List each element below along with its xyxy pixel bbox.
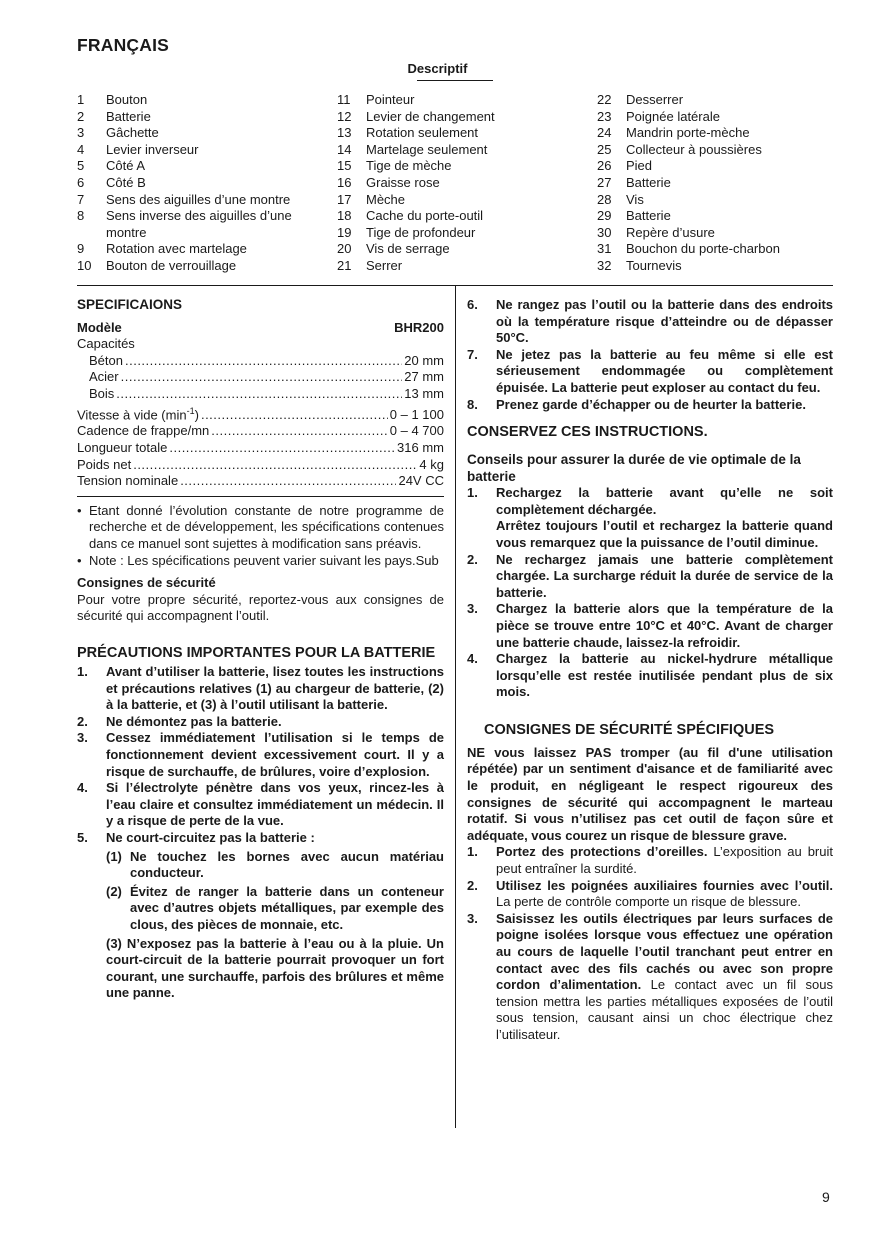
part-item: 22 Desserrer: [597, 92, 684, 107]
battery-precautions-list: [77, 664, 444, 1002]
part-item: 26 Pied: [597, 158, 653, 174]
parts-column-3: [597, 92, 837, 275]
list-item: 2. Ne rechargez jamais une batterie complètement chargée. La surcharge réduit la durée de service de la batterie.: [467, 551, 833, 600]
part-item: 4 Levier inverseur: [77, 141, 199, 157]
sub-list-item: (3) N’exposez pas la batterie à l’eau ou à la pluie. Un court-circuit de la batterie pourrait provoquer un fort courant, une surchauffe, parfois des brûlures et même une panne.: [106, 935, 444, 1001]
list-item: 1. Rechargez la batterie avant qu’elle ne soit complètement déchargée. Arrêtez toujours l’outil et rechargez la batterie quand vous remarquez que la puissance de l’outil diminue.: [467, 485, 833, 550]
part-item: 17 Mèche: [337, 191, 406, 207]
part-item: 3 Gâchette: [77, 125, 159, 141]
list-item: 1. Avant d’utiliser la batterie, lisez toutes les instructions et précautions relatives (1) au chargeur de batterie, (2) à la batterie, et (3) à l’outil utilisant la batterie.: [77, 664, 444, 713]
spec-row: Cadence de frappe/mn ..... 0 – 4 700: [77, 423, 444, 440]
spec-note: • Etant donné l’évolution constante de notre programme de recherche et de développement, les spécifications contenues dans ce manuel sont sujettes à modification sans préavis.: [77, 502, 444, 552]
part-item: 21 Serrer: [337, 257, 403, 273]
specific-safety-intro: NE vous laissez PAS tromper (au fil d'une utilisation répétée) par un sentiment d'aisance et de familiarité avec le produit, en négligeant le respect rigoureux des consignes de sécurité qui accompagnent le marteau rotatif. Si vous n’utilisez pas cet outil de façon sûre et adéquate, vous courez un risque de blessure grave.: [467, 744, 833, 843]
battery-life-title: Conseils pour assurer la durée de vie optimale de la batterie: [467, 452, 801, 485]
battery-precautions-title: PRÉCAUTIONS IMPORTANTES POUR LA BATTERIE: [77, 645, 436, 662]
spec-row: Acier ..... 27 mm: [77, 369, 444, 386]
parts-column-1: [77, 92, 317, 275]
part-item: 15 Tige de mèche: [337, 158, 452, 174]
part-item: 31 Bouchon du porte-charbon: [597, 241, 780, 257]
spec-row: Béton ..... 20 mm: [77, 353, 444, 370]
part-item: 7 Sens des aiguilles d’une montre: [77, 191, 291, 207]
part-item: 14 Martelage seulement: [337, 141, 488, 157]
part-item: 12 Levier de changement: [337, 108, 495, 124]
language-heading: FRANÇAIS: [77, 35, 170, 55]
list-item: 2. Ne démontez pas la batterie.: [77, 713, 282, 729]
part-item: 11 Pointeur: [337, 92, 415, 107]
part-item: 23 Poignée latérale: [597, 108, 720, 124]
sub-list-item: (2) Évitez de ranger la batterie dans un conteneur avec d’autres objets métalliques, par exemple des clous, des pièces de monnaie, etc.: [106, 883, 444, 932]
part-item: 24 Mandrin porte-mèche: [597, 125, 750, 141]
part-item: 10 Bouton de verrouillage: [77, 257, 237, 273]
list-item: 3. Cessez immédiatement l’utilisation si le temps de fonctionnement devient excessivement court. Il y a risque de surchauffe, de brûlures, voire d’explosion.: [77, 730, 444, 779]
spec-row: Longueur totale ..... 316 mm: [77, 440, 444, 457]
list-item: 4. Chargez la batterie au nickel-hydrure métallique lorsqu’elle est restée inutilisée pendant plus de six mois.: [467, 651, 833, 700]
list-item: 8. Prenez garde d’échapper ou de heurter la batterie.: [467, 396, 806, 412]
part-item: 1 Bouton: [77, 92, 148, 107]
part-item: 6 Côté B: [77, 174, 146, 190]
left-column: [77, 297, 444, 1002]
part-item: 16 Graisse rose: [337, 174, 440, 190]
spec-model-row: Modèle BHR200: [77, 319, 444, 335]
part-item: 27 Batterie: [597, 174, 671, 190]
descriptif-title: Descriptif: [407, 61, 468, 76]
list-item: 3. Chargez la batterie alors que la température de la pièce se trouve entre 10°C et 40°C. Avant de charger une batterie chaude, laissez-la refroidir.: [467, 601, 833, 650]
part-item: 8 Sens inverse des aiguilles d’une montre: [77, 208, 292, 240]
part-item: 32 Tournevis: [597, 257, 682, 273]
part-item: 29 Batterie: [597, 208, 671, 224]
sub-list-item: (1) Ne touchez les bornes avec aucun matériau conducteur.: [106, 848, 444, 881]
list-item: 2. Utilisez les poignées auxiliaires fournies avec l’outil. La perte de contrôle comporte un risque de blessure.: [467, 877, 833, 910]
list-item: 6. Ne rangez pas l’outil ou la batterie dans des endroits où la température risque d’atteindre ou de dépasser 50°C.: [467, 297, 833, 346]
part-item: 2 Batterie: [77, 108, 151, 124]
spec-note: • Note : Les spécifications peuvent varier suivant les pays.Sub: [77, 552, 439, 568]
spec-row: Bois ..... 13 mm: [77, 386, 444, 403]
column-divider: [455, 285, 456, 1128]
part-item: 30 Repère d’usure: [597, 224, 715, 240]
specs-divider: [77, 496, 444, 497]
list-item: 4. Si l’électrolyte pénètre dans vos yeux, rincez-les à l’eau claire et consultez immédiatement un médecin. Il y a risque de perte de la vue.: [77, 780, 444, 829]
battery-precautions-list-continued: [467, 297, 833, 413]
specific-safety-title: CONSIGNES DE SÉCURITÉ SPÉCIFIQUES: [484, 721, 775, 738]
keep-instructions: CONSERVEZ CES INSTRUCTIONS.: [467, 424, 708, 441]
safety-title: Consignes de sécurité: [77, 575, 216, 591]
part-item: 5 Côté A: [77, 158, 146, 174]
specs-title: SPECIFICAIONS: [77, 297, 183, 312]
right-column: [467, 297, 833, 1044]
spec-row: Poids net ..... 4 kg: [77, 457, 444, 474]
part-item: 20 Vis de serrage: [337, 241, 450, 257]
part-item: 19 Tige de profondeur: [337, 224, 476, 240]
parts-column-2: [337, 92, 577, 275]
spec-row: Tension nominale ..... 24V CC: [77, 473, 444, 490]
descriptif-underline: [417, 80, 493, 81]
list-item: 7. Ne jetez pas la batterie au feu même si elle est sérieusement endommagée ou complètement épuisée. La batterie peut exploser au contact du feu.: [467, 346, 833, 395]
part-item: 18 Cache du porte-outil: [337, 208, 484, 224]
safety-text: Pour votre propre sécurité, reportez-vous aux consignes de sécurité qui accompagnent l’outil.: [77, 591, 444, 624]
battery-life-list: [467, 485, 833, 701]
list-item: 5. Ne court-circuitez pas la batterie :: [77, 829, 315, 845]
part-item: 25 Collecteur à poussières: [597, 141, 762, 157]
spec-row: Vitesse à vide $(\min^{-1})$ ..... 0 – 1 100: [77, 403, 444, 424]
page-number: 9: [822, 1189, 830, 1205]
spec-capacities-label: Capacités: [77, 336, 135, 352]
list-item: 3. Saisissez les outils électriques par leurs surfaces de poigne isolées lorsque vous effectuez une opération au cours de laquelle l’outil tranchant peut entrer en contact avec des fils cachés ou avec son propre cordon d’alimentation. Le contact avec un fil sous tension mettra les parties métalliques exposées de l’outil sous tension, causant ainsi un choc électrique chez l’utilisateur.: [467, 910, 834, 1042]
specific-safety-list: [467, 844, 833, 1043]
list-item: 1. Portez des protections d’oreilles. L’exposition au bruit peut entraîner la surdité.: [467, 844, 833, 877]
part-item: 13 Rotation seulement: [337, 125, 479, 141]
part-item: 28 Vis: [597, 191, 644, 207]
part-item: 9 Rotation avec martelage: [77, 241, 247, 257]
